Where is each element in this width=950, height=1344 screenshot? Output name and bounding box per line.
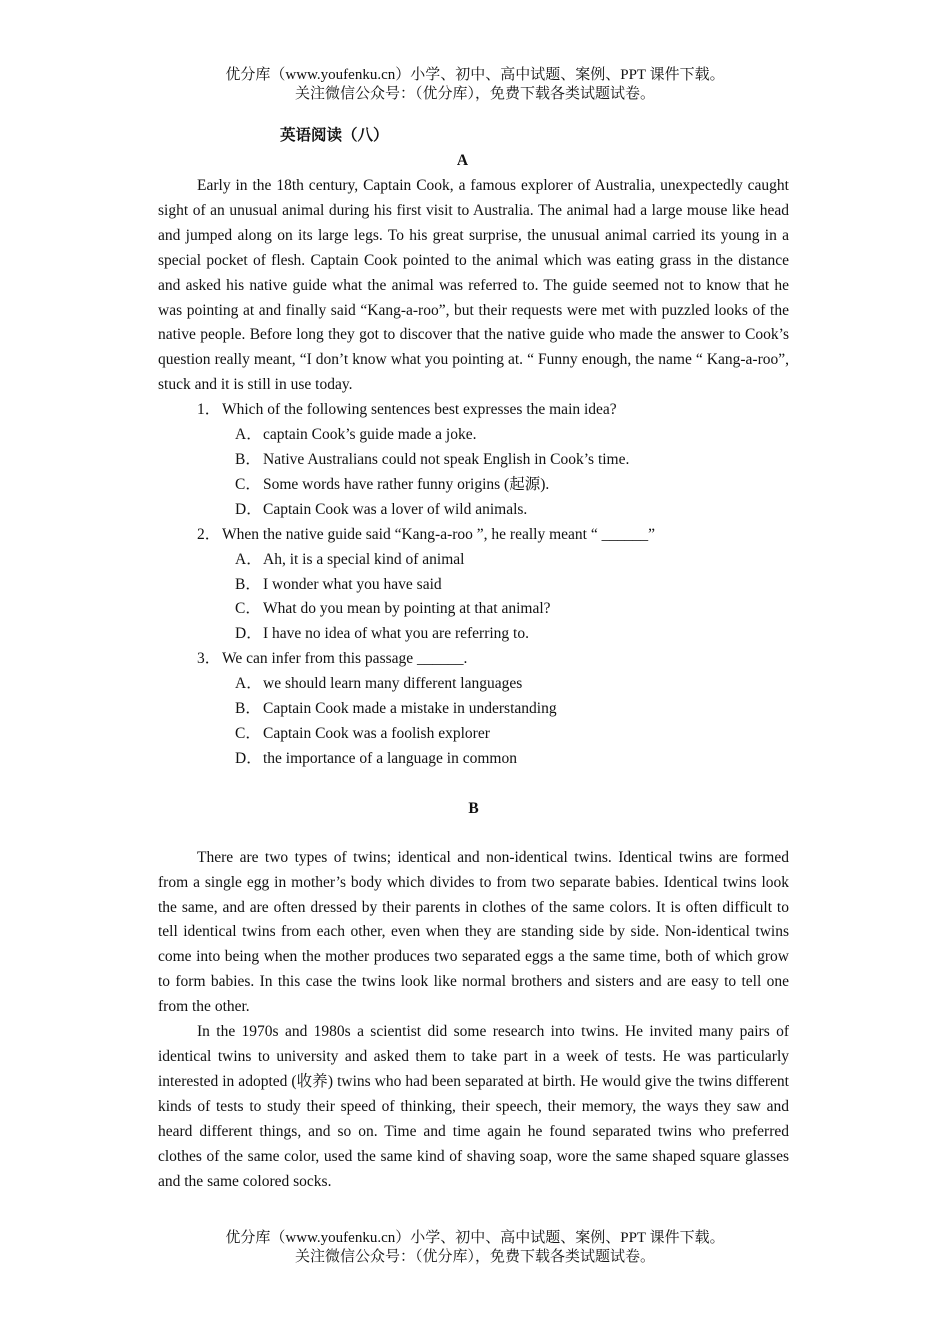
option-letter: D．	[235, 625, 262, 643]
page-footer	[0, 1229, 950, 1267]
option-text: captain Cook’s guide made a joke.	[263, 426, 477, 444]
answer-option-c	[235, 722, 789, 747]
option-letter: D．	[235, 500, 262, 518]
answer-option-d	[235, 498, 789, 523]
option-letter: D．	[235, 749, 262, 767]
question-2	[158, 523, 789, 648]
option-text: I wonder what you have said	[263, 575, 442, 593]
option-text: Captain Cook was a foolish explorer	[263, 724, 490, 742]
section-b-paragraph-1: There are two types of twins; identical and non-identical twins. Identical twins are formed from a single egg in mother’s body which divides to from two separate babies. Identical twins look the same, and are often dressed by their parents in clothes of the same colors. It is often difficult to tell identical twins from each other, even when they are standing side by side. Non-identical twins come into being when the mother produces two separated eggs a the same time, both of which grow to form babies. In this case the twins look like normal brothers and sisters and are easy to tell one from the other.	[158, 848, 789, 1016]
question-stem	[197, 523, 789, 548]
option-letter: C．	[235, 600, 261, 618]
answer-option-d	[235, 747, 789, 772]
option-text: Native Australians could not speak English in Cook’s time.	[263, 450, 630, 468]
question-stem	[197, 398, 789, 423]
answer-option-b	[235, 697, 789, 722]
answer-option-c	[235, 473, 789, 498]
answer-option-c	[235, 597, 789, 622]
answer-option-a	[235, 423, 789, 448]
option-letter: C．	[235, 475, 261, 493]
option-text: Ah, it is a special kind of animal	[263, 550, 465, 568]
question-1	[158, 398, 789, 523]
option-text: we should learn many different languages	[263, 675, 523, 693]
page-header	[0, 66, 950, 104]
question-text: When the native guide said “Kang-a-roo ”, he really meant “ ______”	[222, 525, 655, 543]
option-letter: A．	[235, 550, 262, 568]
section-a-label: A	[456, 152, 469, 169]
option-text: Captain Cook made a mistake in understanding	[263, 700, 557, 718]
footer-line-1: 优分库（www.youfenku.cn）小学、初中、高中试题、案例、PPT 课件下载。	[225, 1230, 725, 1246]
option-text: What do you mean by pointing at that animal?	[263, 600, 551, 618]
option-text: the importance of a language in common	[263, 749, 517, 767]
spacer	[158, 772, 789, 797]
question-number: 1．	[197, 401, 221, 419]
question-text: We can infer from this passage ______.	[222, 650, 468, 668]
answer-option-a	[235, 548, 789, 573]
spacer	[158, 822, 789, 846]
option-letter: A．	[235, 675, 262, 693]
section-b-label: B	[468, 799, 479, 817]
footer-line-2: 关注微信公众号：（优分库），免费下载各类试题试卷。	[294, 1249, 655, 1265]
question-3	[158, 647, 789, 772]
question-text: Which of the following sentences best expresses the main idea?	[222, 401, 617, 419]
section-b-paragraph-2: In the 1970s and 1980s a scientist did some research into twins. He invited many pairs of identical twins to university and asked them to take part in a week of tests. He was particularly interested in adopted (收养) twins who had been separated at birth. He would give the twins different kinds of tests to study their speed of thinking, their speech, their memory, the ways they saw and heard different things, and so on. Time and time again he found separated twins who preferred clothes of the same color, used the same kind of shaving soap, wore the same shaped square glasses and the same colored socks.	[158, 1023, 789, 1190]
question-number: 3．	[197, 650, 221, 668]
document-title: 英语阅读（八）	[280, 127, 389, 144]
question-number: 2．	[197, 525, 221, 543]
answer-option-b	[235, 573, 789, 598]
option-letter: B．	[235, 700, 261, 718]
question-stem	[197, 647, 789, 672]
answer-option-b	[235, 448, 789, 473]
answer-option-a	[235, 672, 789, 697]
option-text: Some words have rather funny origins (起源).	[263, 475, 550, 493]
option-text: I have no idea of what you are referring to.	[263, 625, 529, 643]
section-a-passage: Early in the 18th century, Captain Cook, a famous explorer of Australia, unexpectedly caught sight of an unusual animal during his first visit to Australia. The animal had a large mouse like head and jumped along on its large legs. To his great surprise, the unusual animal carried its young in a special pocket of flesh. Captain Cook pointed to the animal which was eating grass in the distance and asked his native guide what the animal was referred to. The guide seemed not to know that he was pointing at and finally said “Kang-a-roo”, but their requests were met with puzzled looks of the native people. Before long they got to discover that the native guide who made the answer to Cook’s question really meant, “I don’t know what you pointing at. “ Funny enough, the name “ Kang-a-roo”, stuck and it is still in use today.	[158, 177, 789, 394]
option-text: Captain Cook was a lover of wild animals.	[263, 500, 528, 518]
option-letter: B．	[235, 575, 261, 593]
header-line-1: 优分库（www.youfenku.cn）小学、初中、高中试题、案例、PPT 课件下载。	[225, 67, 725, 83]
option-letter: B．	[235, 450, 261, 468]
header-line-2: 关注微信公众号：（优分库），免费下载各类试题试卷。	[294, 86, 655, 102]
option-letter: A．	[235, 426, 262, 444]
document-body	[158, 124, 789, 1194]
answer-option-d	[235, 622, 789, 647]
option-letter: C．	[235, 724, 261, 742]
